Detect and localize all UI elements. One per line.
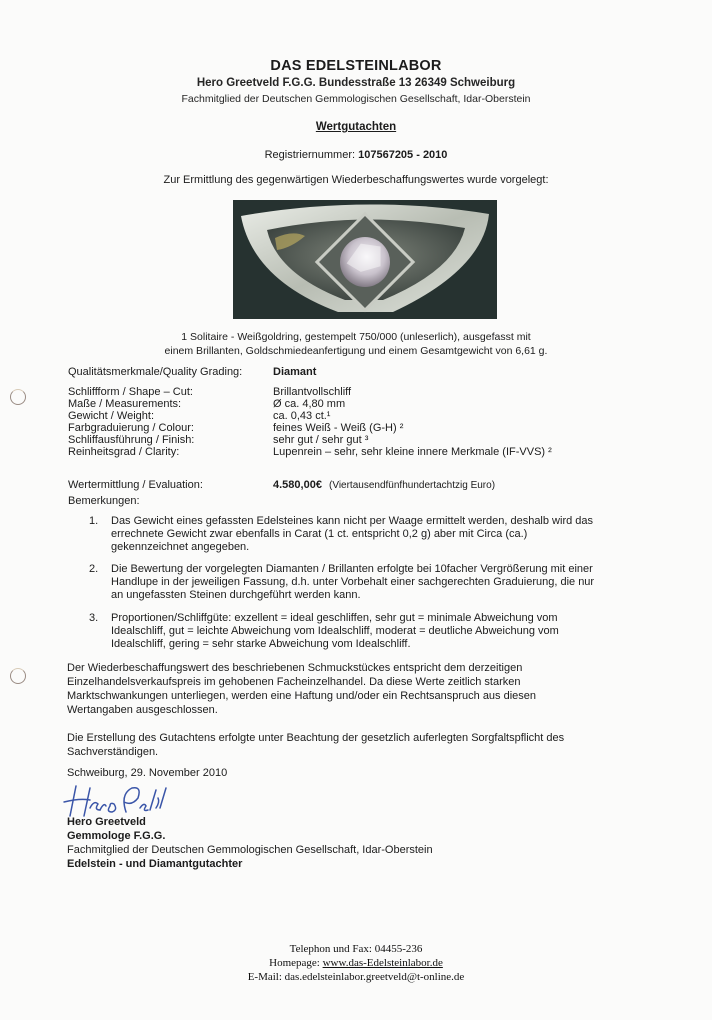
remark-number: 1. [89, 515, 99, 527]
signer-name: Hero Greetveld [67, 816, 146, 828]
punch-hole-mark [10, 389, 26, 405]
disclaimer-line: Einzelhandelsverkaufspreis im gehobenen Facheinzelhandel. Da diese Werte zeitlich starken [67, 676, 521, 688]
grading-label-weight: Gewicht / Weight: [68, 410, 154, 422]
grading-header-label: Qualitätsmerkmale/Quality Grading: [68, 366, 243, 378]
lab-address: Hero Greetveld F.G.G. Bundesstraße 13 26349 Schweiburg [196, 77, 516, 89]
remark-line: Idealschliff, gut = leichte Abweichung vom Idealschliff, moderat = deutliche Abweichung vom [111, 625, 559, 637]
remark-number: 3. [89, 612, 99, 624]
email-address[interactable]: das.edelsteinlabor.greetveld@t-online.de [284, 971, 465, 983]
ring-photo [233, 200, 497, 319]
place-date: Schweiburg, 29. November 2010 [67, 767, 228, 779]
remark-line: Proportionen/Schliffgüte: exzellent = ideal geschliffen, sehr gut = minimale Abweichung vom [111, 612, 558, 624]
disclaimer-line: Der Wiederbeschaffungswert des beschriebenen Schmuckstückes entspricht dem derzeitigen [67, 662, 523, 674]
remark-line: an ungefassten Steinen durchgeführt werden kann. [111, 589, 361, 601]
footer-phone [0, 942, 712, 956]
disclaimer-paragraph [67, 661, 536, 717]
phone-label: Telephon und Fax: [289, 943, 372, 955]
intro-text: Zur Ermittlung des gegenwärtigen Wiederbeschaffungswertes wurde vorgelegt: [163, 174, 549, 186]
grading-labels [68, 386, 194, 458]
grading-label-finish: Schliffausführung / Finish: [68, 434, 195, 446]
homepage-link[interactable]: www.das-Edelsteinlabor.de [322, 957, 443, 969]
signer-membership: Fachmitglied der Deutschen Gemmologischen Gesellschaft, Idar-Oberstein [67, 844, 433, 856]
care-line: Die Erstellung des Gutachtens erfolgte unter Beachtung der gesetzlich auferlegten Sorgfaltspflicht des [67, 732, 565, 744]
remarks-label: Bemerkungen: [68, 495, 140, 507]
item-description [0, 331, 712, 358]
lab-membership: Fachmitglied der Deutschen Gemmologischen Gesellschaft, Idar-Oberstein [181, 93, 531, 105]
remark-number: 2. [89, 563, 99, 575]
grading-value-clarity: Lupenrein – sehr, sehr kleine innere Merkmale (IF-VVS) ² [273, 446, 552, 458]
remark-line: Das Gewicht eines gefassten Edelsteines kann nicht per Waage ermittelt werden, deshalb wird das [111, 515, 594, 527]
disclaimer-line: Marktschwankungen unterliegen, werden eine Haftung und/oder ein Rechtsanspruch aus diesen [67, 690, 537, 702]
homepage-label: Homepage: [269, 957, 320, 969]
disclaimer-line: Wertangaben ausgeschlossen. [67, 704, 218, 716]
evaluation-amount: 4.580,00€ [273, 479, 322, 491]
footer-email [0, 970, 712, 984]
footer-homepage [0, 956, 712, 970]
signer-title: Gemmologe F.G.G. [67, 830, 166, 842]
grading-value-measurements: Ø ca. 4,80 mm [273, 398, 346, 410]
registration-label: Registriernummer: [264, 149, 356, 161]
description-line: einem Brillanten, Goldschmiedeanfertigung und einem Gesamtgewicht von 6,61 g. [164, 344, 548, 357]
lab-name: DAS EDELSTEINLABOR [270, 58, 442, 74]
phone-number: 04455-236 [374, 943, 423, 955]
document-title: Wertgutachten [315, 121, 397, 133]
remark-line: Handlupe in der jeweiligen Fassung, d.h. unter Vorbehalt einer sachgerechten Graduierung, die nur [111, 576, 595, 588]
grading-header-value: Diamant [273, 366, 317, 378]
grading-label-colour: Farbgraduierung / Colour: [68, 422, 194, 434]
remark-line: Die Bewertung der vorgelegten Diamanten / Brillanten erfolgte bei 10facher Vergrößerung mit einer [111, 563, 593, 575]
grading-value-colour: feines Weiß - Weiß (G-H) ² [273, 422, 404, 434]
email-label: E-Mail: [247, 971, 282, 983]
registration-number [0, 149, 712, 161]
registration-value: 107567205 - 2010 [358, 149, 448, 161]
grading-values [273, 386, 552, 458]
remark-item [0, 612, 712, 656]
signer-block [67, 815, 165, 843]
evaluation-words: (Viertausendfünfhundertachtzig Euro) [329, 480, 496, 491]
remark-line: gekennzeichnet angegeben. [111, 541, 250, 553]
remark-item [0, 563, 712, 607]
remark-item [0, 515, 712, 559]
grading-value-finish: sehr gut / sehr gut ³ [273, 434, 369, 446]
grading-label-measurements: Maße / Measurements: [68, 398, 182, 410]
care-line: Sachverständigen. [67, 746, 159, 758]
grading-value-weight: ca. 0,43 ct.¹ [273, 410, 331, 422]
grading-value-shape: Brillantvollschliff [273, 386, 352, 398]
evaluation-value-row [273, 479, 495, 492]
grading-label-shape: Schliffform / Shape – Cut: [68, 386, 193, 398]
remark-line: Idealschliff, gering = sehr starke Abweichung vom Idealschliff. [111, 638, 411, 650]
evaluation-label: Wertermittlung / Evaluation: [68, 479, 203, 491]
signer-role: Edelstein - und Diamantgutachter [67, 858, 243, 870]
punch-hole-mark [10, 668, 26, 684]
grading-label-clarity: Reinheitsgrad / Clarity: [68, 446, 180, 458]
care-paragraph [67, 731, 564, 759]
remark-line: errechnete Gewicht zwar ebenfalls in Carat (1 ct. entspricht 0,2 g) aber mit Circa (ca.) [111, 528, 528, 540]
description-line: 1 Solitaire - Weißgoldring, gestempelt 750/000 (unleserlich), ausgefasst mit [181, 331, 531, 343]
